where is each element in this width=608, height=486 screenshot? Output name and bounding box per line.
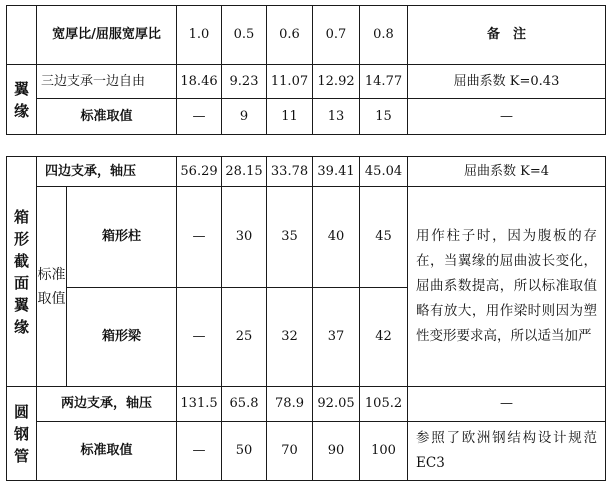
value-cell: 78.9: [267, 387, 313, 422]
value-cell: 11: [267, 99, 313, 135]
value-cell: —: [177, 422, 222, 481]
value-cell: 13: [313, 99, 360, 135]
value-cell: 105.2: [360, 387, 408, 422]
value-cell: 45.04: [360, 157, 408, 187]
value-cell: 9.23: [222, 65, 267, 99]
value-cell: 50: [222, 422, 267, 481]
box-beam-label: 箱形梁: [67, 288, 177, 387]
table-flange: [6, 5, 606, 135]
remarks-header: 备 注: [408, 6, 606, 65]
value-cell: —: [177, 187, 222, 288]
ratio-3: 0.6: [267, 6, 313, 65]
ratio-2: 0.5: [222, 6, 267, 65]
header-row: [7, 6, 606, 65]
value-cell: 28.15: [222, 157, 267, 187]
box-row-column: [7, 187, 606, 288]
value-cell: 30: [222, 187, 267, 288]
value-cell: 18.46: [177, 65, 222, 99]
pipe-standard-note: 参照了欧洲钢结构设计规范 EC3: [408, 422, 606, 481]
value-cell: 25: [222, 288, 267, 387]
flange-support-label: 三边支承一边自由: [37, 65, 177, 99]
ratio-5: 0.8: [360, 6, 408, 65]
ratio-1: 1.0: [177, 6, 222, 65]
ratio-header: 宽厚比/屈服宽厚比: [37, 6, 177, 65]
box-column-label: 箱形柱: [67, 187, 177, 288]
box-support-label: 四边支承，轴压: [37, 157, 177, 187]
box-row-support: [7, 157, 606, 187]
value-cell: —: [177, 99, 222, 135]
pipe-standard-label: 标准取值: [37, 422, 177, 481]
box-standard-label: 标准取值: [37, 187, 67, 387]
value-cell: —: [177, 288, 222, 387]
box-support-note: 屈曲系数 K=4: [408, 157, 606, 187]
flange-group-label: 翼缘: [7, 65, 37, 135]
value-cell: 14.77: [360, 65, 408, 99]
value-cell: 37: [313, 288, 360, 387]
value-cell: 56.29: [177, 157, 222, 187]
pipe-support-label: 两边支承，轴压: [37, 387, 177, 422]
value-cell: 70: [267, 422, 313, 481]
flange-standard-note: —: [408, 99, 606, 135]
flange-row-support: [7, 65, 606, 99]
flange-support-note: 屈曲系数 K=0.43: [408, 65, 606, 99]
box-note: 用作柱子时，因为腹板的存在，当翼缘的屈曲波长变化，屈曲系数提高，所以标准取值略有放大，用作梁时则因为塑性变形要求高，所以适当加严: [408, 187, 606, 387]
flange-standard-label: 标准取值: [37, 99, 177, 135]
value-cell: 39.41: [313, 157, 360, 187]
value-cell: 15: [360, 99, 408, 135]
pipe-support-note: —: [408, 387, 606, 422]
value-cell: 35: [267, 187, 313, 288]
value-cell: 42: [360, 288, 408, 387]
value-cell: 45: [360, 187, 408, 288]
value-cell: 90: [313, 422, 360, 481]
value-cell: 9: [222, 99, 267, 135]
header-blank-cell: [7, 6, 37, 65]
pipe-row-support: [7, 387, 606, 422]
value-cell: 12.92: [313, 65, 360, 99]
pipe-group-label: 圆钢管: [7, 387, 37, 481]
box-group-label: 箱形截面翼缘: [7, 157, 37, 387]
value-cell: 32: [267, 288, 313, 387]
ratio-4: 0.7: [313, 6, 360, 65]
value-cell: 11.07: [267, 65, 313, 99]
value-cell: 33.78: [267, 157, 313, 187]
value-cell: 92.05: [313, 387, 360, 422]
flange-row-standard: [7, 99, 606, 135]
value-cell: 40: [313, 187, 360, 288]
value-cell: 65.8: [222, 387, 267, 422]
value-cell: 100: [360, 422, 408, 481]
pipe-row-standard: [7, 422, 606, 481]
table-box-pipe: [6, 156, 606, 481]
value-cell: 131.5: [177, 387, 222, 422]
